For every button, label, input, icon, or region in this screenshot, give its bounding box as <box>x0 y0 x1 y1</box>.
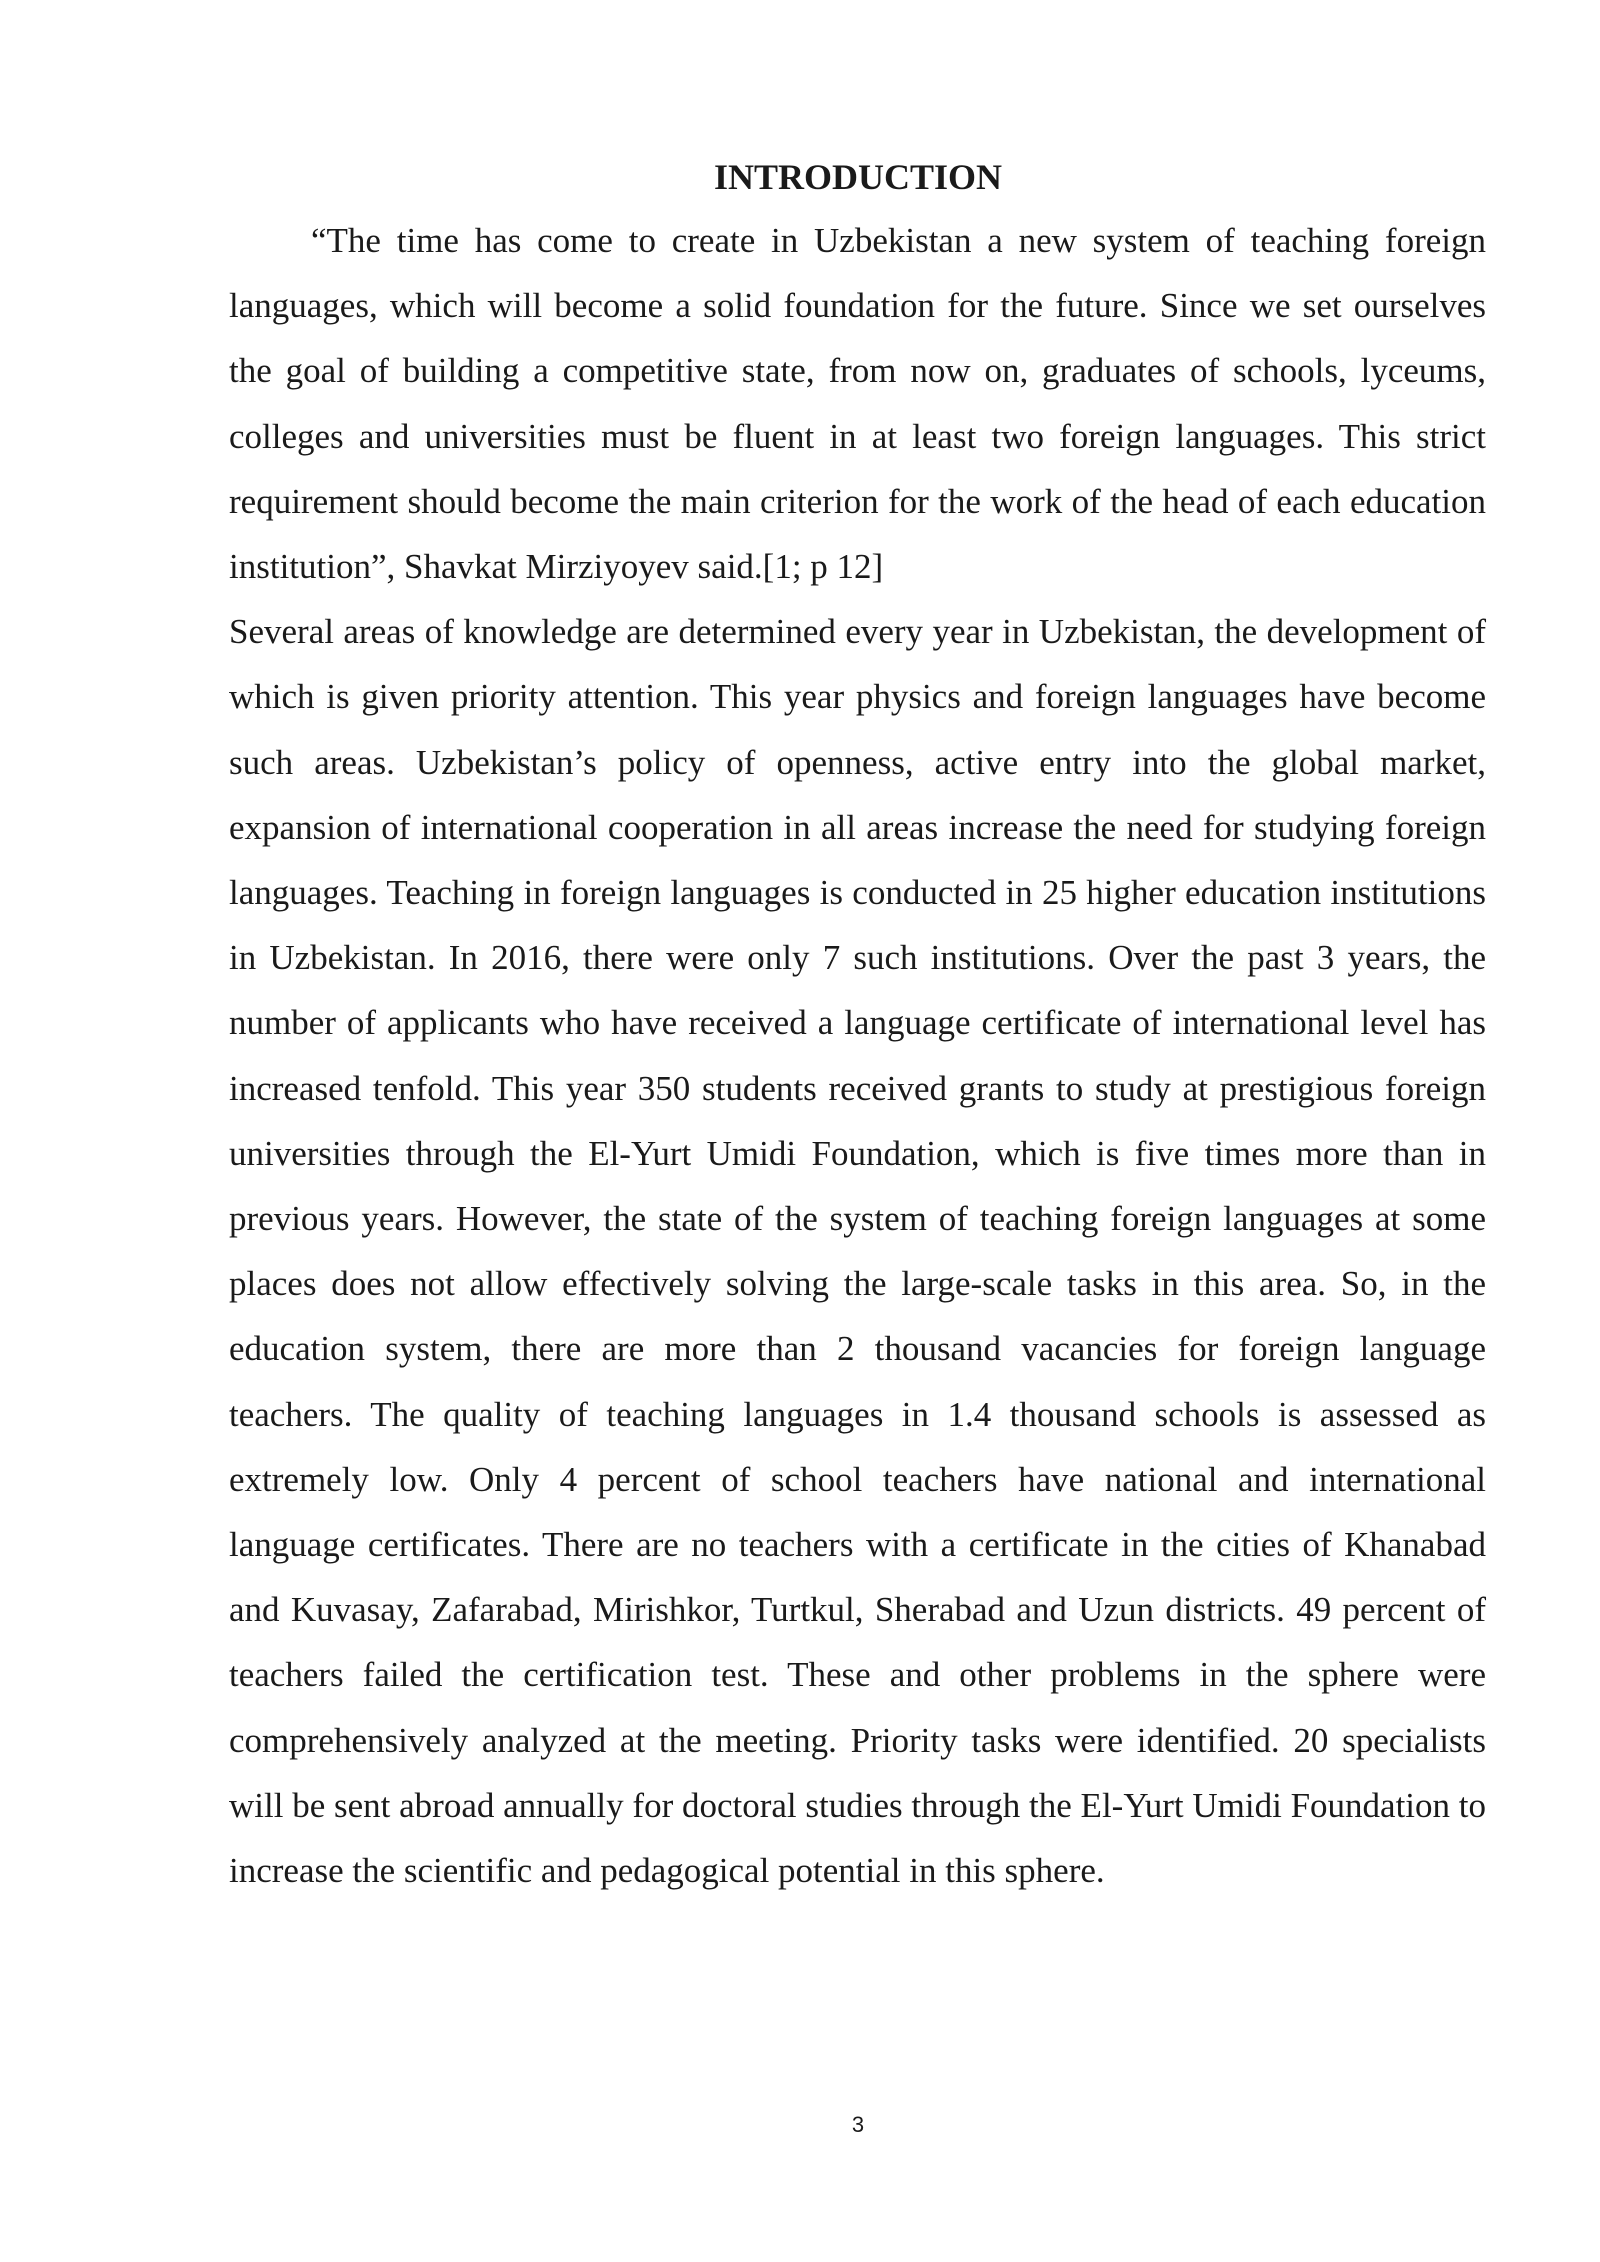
section-heading: INTRODUCTION <box>713 157 1003 197</box>
page-number: 3 <box>851 2112 865 2137</box>
body-text <box>229 208 1486 1903</box>
quote-paragraph: “The time has come to create in Uzbekistan a new system of teaching foreign languages, which will become a solid foundation for the future. Since we set ourselves the goal of building a competitive state, from now on, graduates of schools, lyceums, colleges and universities must be fluent in at least two foreign languages. This strict requirement should become the main criterion for the work of the head of each education institution”, Shavkat Mirziyoyev said.[1; p 12] <box>229 221 1486 587</box>
main-paragraph: Several areas of knowledge are determined every year in Uzbekistan, the development of which is given priority attention. This year physics and foreign languages have become such areas. Uzbekistan’s policy of openness, active entry into the global market, expansion of international cooperation in all areas increase the need for studying foreign languages. Teaching in foreign languages is conducted in 25 higher education institutions in Uzbekistan. In 2016, there were only 7 such institutions. Over the past 3 years, the number of applicants who have received a language certificate of international level has increased tenfold. This year 350 students received grants to study at prestigious foreign universities through the El-Yurt Umidi Foundation, which is five times more than in previous years. However, the state of the system of teaching foreign languages at some places does not allow effectively solving the large-scale tasks in this area. So, in the education system, there are more than 2 thousand vacancies for foreign language teachers. The quality of teaching languages in 1.4 thousand schools is assessed as extremely low. Only 4 percent of school teachers have national and international language certificates. There are no teachers with a certificate in the cities of Khanabad and Kuvasay, Zafarabad, Mirishkor, Turtkul, Sherabad and Uzun districts. 49 percent of teachers failed the certification test. These and other problems in the sphere were comprehensively analyzed at the meeting. Priority tasks were identified. 20 specialists will be sent abroad annually for doctoral studies through the El-Yurt Umidi Foundation to increase the scientific and pedagogical potential in this sphere. <box>229 612 1486 1891</box>
